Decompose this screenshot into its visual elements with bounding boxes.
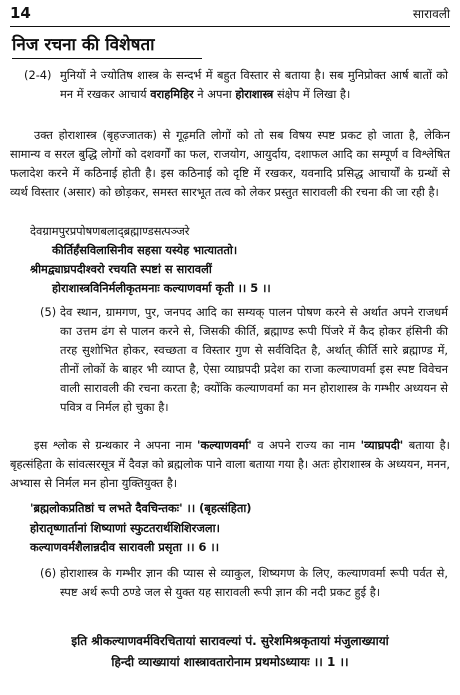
colophon-line-1: इति श्रीकल्याणवर्मविरचितायां सारावल्यां पं. सुरेशमिश्रकृतायां मंजुलाख्यायां [71,634,389,648]
note-number-6: (6) [40,566,57,580]
brihatsamhita-quote: 'ब्रह्मलोकप्रतिष्ठां च लभते दैवचिन्तकः' ।। (बृहत्संहिता) [30,501,252,515]
verse-6-line-2: कल्याणवर्मशैलान्नदीव सारावली प्रसृता ।। 6 ।। [30,540,220,554]
paragraph-brihajjataka: उक्त होराशास्त्र (बृहज्जातक) से गूढ़मति लोगों को तो सब विषय स्पष्ट प्रकट हो जाता है, लेकिन सामान्य व सरल बुद्धि लोगों को दशवर्गों का फल, राजयोग, आयुर्दाय, दशाफल आदि का सम्पूर्ण व विश्लेषित फलादेश करने में कठिनाई होती है। इस कठिनाई को दृष्टि में रखकर, यवनादि प्रसिद्ध आचार्यों के ग्रन्थों से व्यर्थ विस्तार (असार) को छोड़कर, समस्त सारभूत तत्व को लेकर प्रस्तुत सारावली की रचना की जा रही है। [10,128,450,199]
note-2-4-text-b: ने अपना [193,87,236,101]
para-name-text-b: व अपने राज्य का नाम [251,438,361,452]
verse-5-line-4: होराशास्त्रविनिर्मलीकृतमनाः कल्याणवर्मा कृती ।। 5 ।। [52,281,271,295]
para-name-text-c: बताया है। बृहत्संहिता के सांवत्सरसूत्र में दैवज्ञ को ब्रह्मलोक पाने वाला बताया गया है। अतः होराशास्त्र के अध्ययन, मनन, अभ्यास से निर्मल मन होना युक्तियुक्त है। [10,438,450,490]
para-name-text-a: इस श्लोक से ग्रन्थकार ने अपना नाम [34,438,197,452]
colophon-line-2: हिन्दी व्याख्यायां शास्त्रावतारोनाम प्रथमोऽध्यायः ।। 1 ।। [111,655,349,669]
page-header [10,2,450,27]
note-2-4-text-c: संक्षेप में लिखा है। [273,87,351,101]
note-number-2-4: (2-4) [24,68,52,82]
kingdom-name-vyaghrapadi: 'व्याघ्रपदी' [360,438,404,452]
running-title: सारावली [412,7,450,21]
work-name-horashastra: होराशास्त्र [235,87,274,101]
verse-5-line-3: श्रीमद्व्याघ्रपदीश्वरो रचयति स्पष्टां स सारावलीं [30,262,212,276]
paragraph-author-name [10,436,450,493]
note-2-4-text [60,66,448,104]
verse-5-line-1: देवग्रामपुरप्रपोषणबलाद्ब्रह्माण्डसत्पञ्जरे [30,224,190,238]
author-name-varahamihira: वराहमिहिर [150,87,194,101]
page-number: 14 [10,4,31,22]
verse-5-line-2: कीर्तिर्हंसविलासिनीव सहसा यस्येह भात्याततो। [52,243,238,257]
section-title: निज रचना की विशेषता [12,35,155,55]
section-title-underline [12,58,202,59]
note-number-5: (5) [40,305,57,319]
verse-6-line-1: होरातृष्णार्तानां शिष्याणां स्फुटतरार्थशिशिरजला। [30,521,220,535]
note-6-text: होराशास्त्र के गम्भीर ज्ञान की प्यास से व्याकुल, शिष्यगण के लिए, कल्याणवर्मा रूपी पर्वत से, स्पष्ट अर्थ रूपी ठण्डे जल से युक्त यह सारावली रूपी ज्ञान की नदी प्रकट हुई है। [60,566,448,599]
author-name-kalyanavarma: 'कल्याणवर्मा' [196,438,252,452]
note-5-text: देव स्थान, ग्रामगण, पुर, जनपद आदि का सम्यक् पालन पोषण करने से अर्थात अपने राजधर्म का उत्तम ढंग से पालन करने से, जिसकी कीर्ति, ब्रह्माण्ड रूपी पिंजरे में कैद होकर हंसिनी की तरह सुशोभित होकर, स्वच्छता व विस्तार गुण से सर्वविदित है, अर्थात् कीर्ति सारे ब्रह्माण्ड में, तीनों लोकों के बाहर भी व्याप्त है, ऐसा व्याघ्रपदी प्रदेश का राजा कल्याणवर्मा इस स्पष्ट विवेचन वाली सारावली की रचना करता है; क्योंकि कल्याणवर्मा का मन होराशास्त्र के गम्भीर अध्ययन से पवित्र व निर्मल हो चुका है। [60,305,448,414]
note-2-4-text-a: मुनियों ने ज्योतिष शास्त्र के सन्दर्भ में बहुत विस्तार से बताया है। सब मुनिप्रोक्त आर्ष बातों को मन में रखकर आचार्य [60,68,448,101]
